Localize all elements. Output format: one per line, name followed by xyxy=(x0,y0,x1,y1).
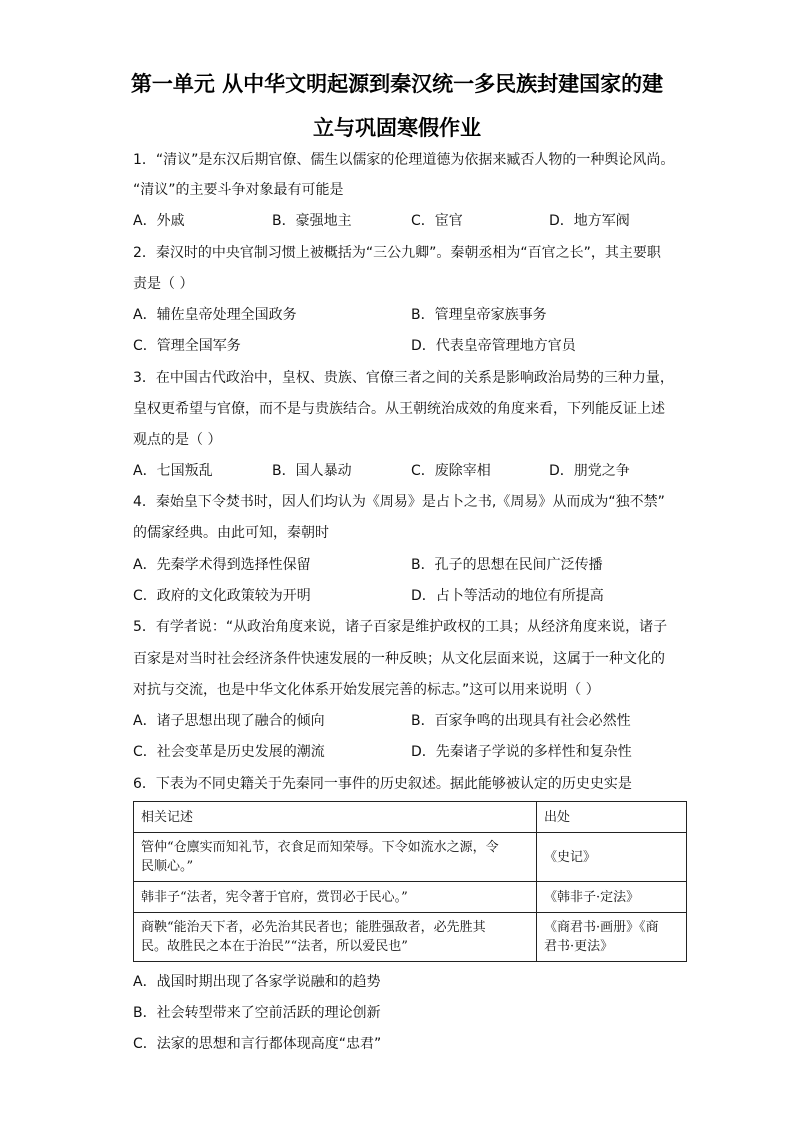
q4-option-b: B．孔子的思想在民间广泛传播 xyxy=(411,557,603,573)
q4-stem-line-2: 的儒家经典。由此可知，秦朝时 xyxy=(133,525,329,541)
q4-option-d: D．占卜等活动的地位有所提高 xyxy=(411,588,604,604)
page-title-line-2: 立与巩固寒假作业 xyxy=(313,116,481,140)
q6-option-b: B．社会转型带来了空前活跃的理论创新 xyxy=(133,1005,381,1021)
q4-option-a: A．先秦学术得到选择性保留 xyxy=(133,557,311,573)
q3-option-a: A．七国叛乱 xyxy=(133,463,213,479)
source-line: 《史记》 xyxy=(544,849,597,865)
q5-stem-line-1: 5．有学者说：“从政治角度来说，诸子百家是维护政权的工具；从经济角度来说，诸子 xyxy=(133,619,668,635)
q3-option-c: C．废除宰相 xyxy=(411,463,491,479)
table-row xyxy=(134,882,687,913)
source-table xyxy=(133,801,687,962)
table-cell-source xyxy=(537,913,687,962)
q3-stem-line-3: 观点的是（ ） xyxy=(133,432,222,448)
q2-option-d: D．代表皇帝管理地方官员 xyxy=(411,338,576,354)
table-header-row xyxy=(134,802,687,833)
q5-option-b: B．百家争鸣的出现具有社会必然性 xyxy=(411,713,631,729)
source-line: 《韩非子·定法》 xyxy=(544,889,640,905)
table-header-records: 相关记述 xyxy=(134,802,537,833)
table-row xyxy=(134,833,687,882)
q5-option-a: A．诸子思想出现了融合的倾向 xyxy=(133,713,325,729)
table-row xyxy=(134,913,687,962)
table-cell-source xyxy=(537,833,687,882)
q1-option-b: B．豪强地主 xyxy=(272,213,352,229)
q1-option-a: A．外戚 xyxy=(133,213,185,229)
q2-stem-line-2: 责是（ ） xyxy=(133,276,194,292)
q2-option-b: B．管理皇帝家族事务 xyxy=(411,307,547,323)
record-line: 民。故胜民之本在于治民”“法者，所以爱民也” xyxy=(141,939,408,954)
record-line: 民顺心。” xyxy=(141,859,194,874)
q3-stem-line-1: 3．在中国古代政治中，皇权、贵族、官僚三者之间的关系是影响政治局势的三种力量， xyxy=(133,370,674,386)
source-line: 《商君书·画册》《商 xyxy=(544,920,659,935)
record-line: 韩非子“法者，宪令著于官府，赏罚必于民心。” xyxy=(141,889,408,905)
q6-option-c: C．法家的思想和言行都体现高度“忠君” xyxy=(133,1036,382,1052)
q1-stem-line-2: “清议”的主要斗争对象最有可能是 xyxy=(133,182,344,198)
q4-stem-line-1: 4．秦始皇下令焚书时，因人们均认为《周易》是占卜之书,《周易》从而成为“独不禁” xyxy=(133,494,665,510)
table-cell-record xyxy=(134,913,537,962)
q1-stem-line-1: 1．“清议”是东汉后期官僚、儒生以儒家的伦理道德为依据来臧否人物的一种舆论风尚。 xyxy=(133,152,675,168)
table-cell-record xyxy=(134,882,537,913)
q6-stem-line-1: 6．下表为不同史籍关于先秦同一事件的历史叙述。据此能够被认定的历史史实是 xyxy=(133,776,632,792)
q2-option-c: C．管理全国军务 xyxy=(133,338,241,354)
q3-option-d: D．朋党之争 xyxy=(549,463,630,479)
q2-option-a: A．辅佐皇帝处理全国政务 xyxy=(133,307,297,323)
q5-option-d: D．先秦诸子学说的多样性和复杂性 xyxy=(411,744,632,760)
record-line: 管仲“仓廪实而知礼节，衣食足而知荣辱。下令如流水之源，令 xyxy=(141,840,499,855)
q5-option-c: C．社会变革是历史发展的潮流 xyxy=(133,744,325,760)
record-line: 商鞅“能治天下者，必先治其民者也；能胜强敌者，必先胜其 xyxy=(141,920,486,935)
q1-option-d: D．地方军阀 xyxy=(549,213,630,229)
q4-option-c: C．政府的文化政策较为开明 xyxy=(133,588,311,604)
q1-option-c: C．宦官 xyxy=(411,213,463,229)
q3-stem-line-2: 皇权更希望与官僚，而不是与贵族结合。从王朝统治成效的角度来看，下列能反证上述 xyxy=(133,401,665,417)
q6-option-a: A．战国时期出现了各家学说融和的趋势 xyxy=(133,974,381,990)
q5-stem-line-3: 对抗与交流，也是中华文化体系开始发展完善的标志。”这可以用来说明（ ） xyxy=(133,682,600,698)
page-title-line-1: 第一单元 从中华文明起源到秦汉统一多民族封建国家的建 xyxy=(130,72,664,96)
q5-stem-line-2: 百家是对当时社会经济条件快速发展的一种反映；从文化层面来说，这属于一种文化的 xyxy=(133,651,665,667)
table-cell-record xyxy=(134,833,537,882)
q2-stem-line-1: 2．秦汉时的中央官制习惯上被概括为“三公九卿”。秦朝丞相为“百官之长”，其主要职 xyxy=(133,245,661,261)
source-line: 君书·更法》 xyxy=(544,939,614,954)
q3-option-b: B．国人暴动 xyxy=(272,463,352,479)
table-header-source: 出处 xyxy=(537,802,687,833)
table-cell-source xyxy=(537,882,687,913)
